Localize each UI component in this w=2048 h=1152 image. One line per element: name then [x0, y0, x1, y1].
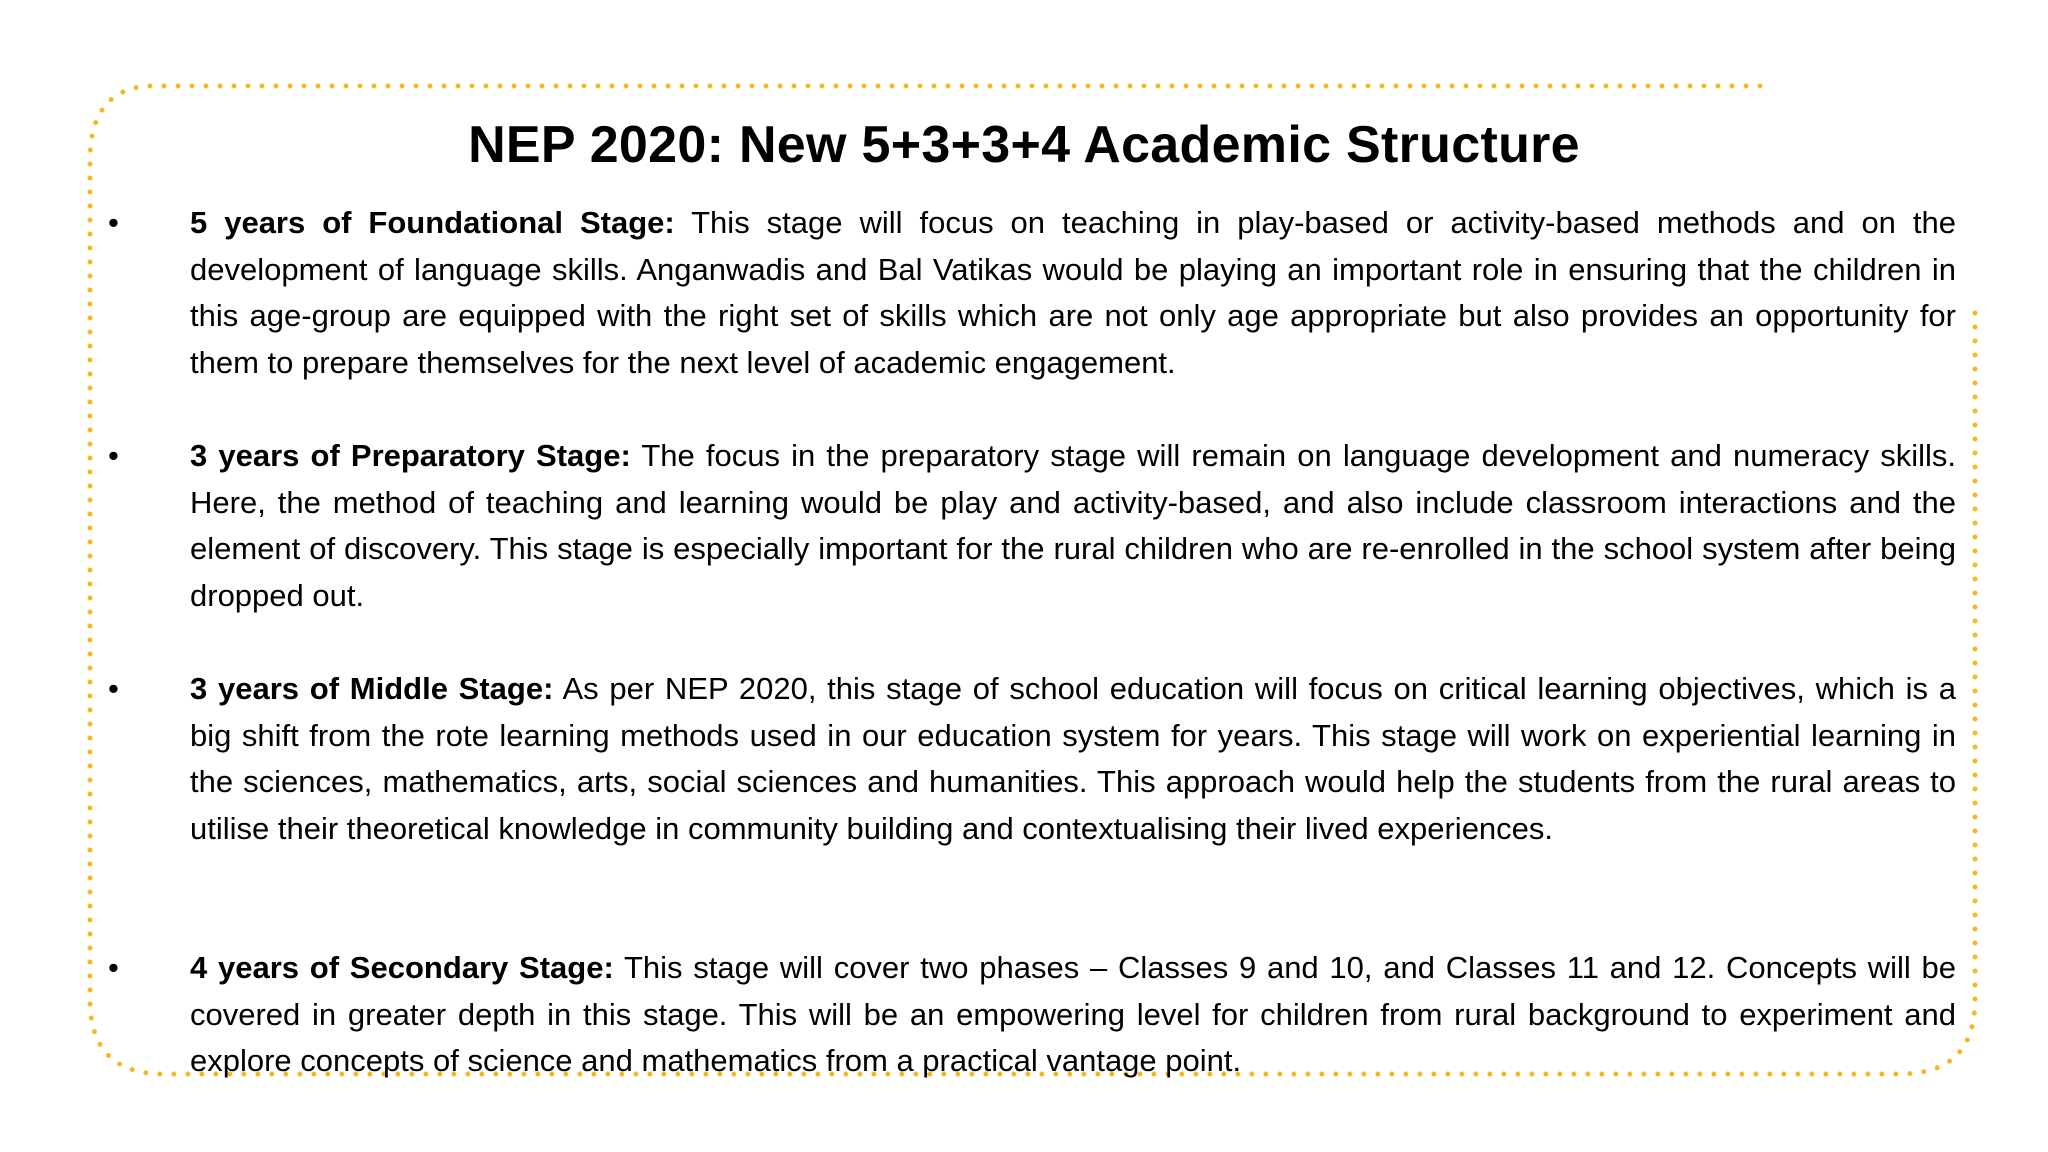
- slide-title: NEP 2020: New 5+3+3+4 Academic Structure: [468, 116, 1580, 174]
- stage-description: [190, 945, 1956, 1085]
- stage-body: The focus in the preparatory stage will remain on language development and numeracy skills. Here, the method of teaching and learning would be play and activity-based, and also include classroom interactions and the element of discovery. This stage is especially important for the rural children who are re-enrolled in the school system after being dropped out.: [190, 438, 1956, 613]
- stage-heading: 3 years of Middle Stage:: [190, 671, 554, 706]
- stage-heading: 4 years of Secondary Stage:: [190, 950, 614, 985]
- bullet: •: [108, 950, 119, 985]
- bullet: •: [108, 438, 119, 473]
- stage-body: As per NEP 2020, this stage of school education will focus on critical learning objectives, which is a big shift from the rote learning methods used in our education system for years. This stage will work on experiential learning in the sciences, mathematics, arts, social sciences and humanities. This approach would help the students from the rural areas to utilise their theoretical knowledge in community building and contextualising their lived experiences.: [190, 671, 1956, 846]
- stage-body: This stage will cover two phases – Classes 9 and 10, and Classes 11 and 12. Concepts will be covered in greater depth in this stage. This will be an empowering level for children from rural background to experiment and explore concepts of science and mathematics from a practical vantage point.: [190, 950, 1957, 1078]
- stage-description: [190, 433, 1956, 619]
- stage-body: This stage will focus on teaching in play-based or activity-based methods and on the development of language skills. Anganwadis and Bal Vatikas would be playing an important role in ensuring that the children in this age-group are equipped with the right set of skills which are not only age appropriate but also provides an opportunity for them to prepare themselves for the next level of academic engagement.: [190, 205, 1956, 380]
- stage-description: [190, 200, 1956, 386]
- bullet: •: [108, 671, 119, 706]
- stage-heading: 5 years of Foundational Stage:: [190, 205, 675, 240]
- stage-description: [190, 666, 1956, 852]
- bullet: •: [108, 205, 119, 240]
- stage-heading: 3 years of Preparatory Stage:: [190, 438, 631, 473]
